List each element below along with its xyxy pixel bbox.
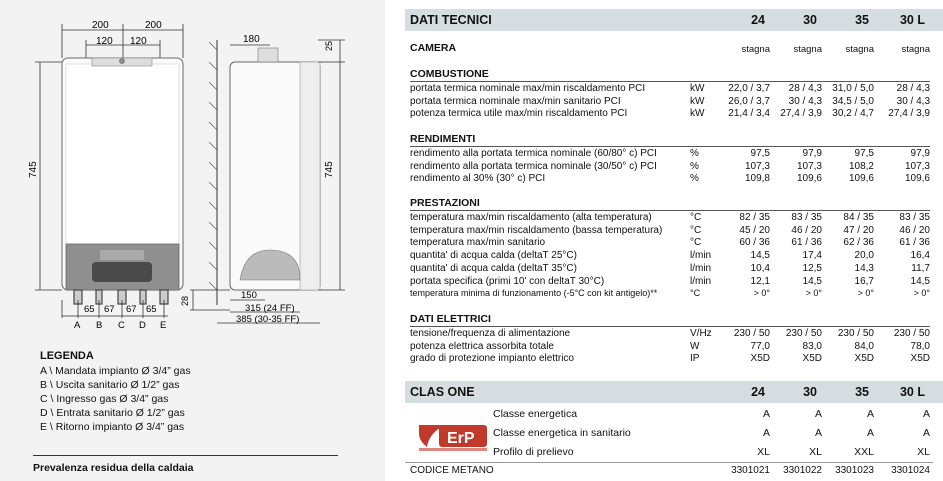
spec-row-label: quantita' di acqua calda (deltaT 25°C) — [410, 250, 577, 262]
spec-row-unit: l/min — [690, 262, 712, 274]
spec-row-value: 78,0 — [910, 340, 930, 352]
dim-bottom-1: 65 — [84, 304, 95, 315]
spec-row-value: > 0° — [913, 288, 930, 299]
section-title: DATI ELETTRICI — [410, 313, 491, 325]
spec-row-value: 12,5 — [802, 262, 822, 274]
codice-value: 3301023 — [835, 465, 874, 476]
camera-value: stagna — [741, 44, 770, 55]
clas-row-value: XL — [917, 446, 930, 458]
spec-row-value: 28 / 4,3 — [788, 83, 822, 94]
clas-row-value: A — [866, 408, 874, 420]
spec-row-value: > 0° — [805, 288, 822, 299]
legend-title: LEGENDA — [40, 350, 94, 362]
spec-row-unit: °C — [690, 224, 702, 236]
technical-table — [405, 0, 943, 481]
spec-row — [410, 96, 930, 109]
spec-row-label: temperatura minima di funzionamento (-5°C con kit antigelo)** — [410, 288, 658, 299]
spec-row-value: 20,0 — [854, 250, 874, 262]
pipe-letter-d: D — [139, 320, 146, 331]
legend-item: D \ Entrata sanitario Ø 1/2” gas — [40, 407, 185, 419]
spec-row — [410, 237, 930, 250]
spec-row — [410, 328, 930, 341]
spec-row-value: 45 / 20 — [739, 224, 770, 236]
spec-row-label: potenza termica utile max/min riscaldamento PCI — [410, 108, 628, 120]
spec-row-value: X5D — [910, 353, 930, 365]
spec-row-value: 28 / 4,3 — [896, 83, 930, 94]
spec-row-value: 83 / 35 — [791, 212, 822, 223]
spec-row-label: potenza elettrica assorbita totale — [410, 340, 554, 352]
dim-front-inner-right: 120 — [130, 36, 147, 47]
dim-front-width-right: 200 — [145, 20, 162, 31]
spec-row — [410, 173, 930, 186]
section-title: COMBUSTIONE — [410, 68, 489, 80]
spec-row-value: 14,5 — [750, 250, 770, 262]
clas-row-label: Classe energetica in sanitario — [493, 427, 631, 439]
spec-row-unit: % — [690, 160, 699, 172]
spec-row-value: 30,2 / 4,7 — [832, 108, 874, 120]
clas-row-value: A — [922, 408, 930, 420]
section-title: PRESTAZIONI — [410, 197, 480, 209]
front-view — [28, 20, 183, 331]
spec-row-value: 83 / 35 — [899, 212, 930, 223]
spec-row-value: 84 / 35 — [843, 212, 874, 223]
spec-row-label: rendimento alla portata termica nominale (30/50° c) PCI — [410, 160, 657, 172]
clas-row-value: A — [866, 427, 874, 439]
spec-row-unit: l/min — [690, 250, 712, 262]
spec-row-value: 97,5 — [750, 148, 770, 159]
clas-row — [410, 427, 930, 440]
pipe-letter-e: E — [160, 320, 167, 331]
clas-row-value: A — [762, 408, 770, 420]
spec-row — [410, 108, 930, 121]
spec-row-value: 31,0 / 5,0 — [832, 83, 874, 94]
table-header — [405, 9, 943, 31]
spec-row-value: 109,6 — [904, 173, 930, 185]
footer-divider — [33, 455, 338, 456]
spec-row — [410, 276, 930, 289]
dim-side-top: 180 — [243, 34, 260, 45]
spec-row-value: 47 / 20 — [843, 224, 874, 236]
spec-row-value: > 0° — [857, 288, 874, 299]
legend — [40, 349, 191, 434]
codice-divider — [405, 462, 933, 463]
spec-row-unit: kW — [690, 95, 705, 107]
spec-row-label: temperatura max/min sanitario — [410, 237, 546, 249]
section-title: RENDIMENTI — [410, 133, 476, 145]
clas-header-col: 30 L — [899, 385, 925, 399]
clas-row-value: A — [814, 408, 822, 420]
spec-row-label: tensione/frequenza di alimentazione — [410, 328, 571, 339]
spec-row-label: portata termica nominale max/min riscaldamento PCI — [410, 83, 646, 94]
spec-row-value: 97,9 — [910, 148, 930, 159]
codice-row — [410, 465, 930, 478]
clas-header — [405, 381, 943, 403]
spec-row-label: temperatura max/min riscaldamento (alta temperatura) — [410, 212, 652, 223]
clas-row-value: A — [762, 427, 770, 439]
spec-row-value: 30 / 4,3 — [788, 95, 822, 107]
dim-bottom-2: 67 — [104, 304, 115, 315]
spec-row-label: portata specifica (primi 10' con deltaT 30°C) — [410, 275, 605, 287]
side-view — [180, 34, 345, 325]
spec-row-label: rendimento alla portata termica nominale (60/80° c) PCI — [410, 148, 657, 159]
spec-row-value: 17,4 — [802, 250, 822, 262]
clas-row — [410, 408, 930, 421]
spec-row-value: 46 / 20 — [791, 224, 822, 236]
spec-row-value: 27,4 / 3,9 — [780, 108, 822, 120]
spec-row-value: 12,1 — [750, 275, 770, 287]
spec-row-value: 46 / 20 — [899, 224, 930, 236]
spec-row-value: 109,6 — [848, 173, 874, 185]
spec-row-value: 62 / 36 — [843, 237, 874, 249]
spec-row-value: 11,7 — [911, 262, 930, 274]
table-header-col: 35 — [855, 13, 869, 27]
spec-row-value: 22,0 / 3,7 — [728, 83, 770, 94]
spec-row-value: 77,0 — [750, 340, 770, 352]
clas-row-value: XL — [809, 446, 822, 458]
clas-row-label: Classe energetica — [493, 408, 578, 420]
spec-row-value: 109,8 — [744, 173, 770, 185]
table-header-col: 24 — [751, 13, 765, 27]
spec-row-value: X5D — [750, 353, 770, 365]
dim-side-bottom: 28 — [180, 295, 190, 306]
pipe-letter-c: C — [118, 320, 125, 331]
spec-row-unit: °C — [690, 212, 702, 223]
spec-row-value: 61 / 36 — [899, 237, 930, 249]
spec-row-unit: °C — [690, 237, 702, 249]
spec-row-value: 82 / 35 — [739, 212, 770, 223]
spec-row-value: 21,4 / 3,4 — [728, 108, 770, 120]
spec-row-unit: IP — [690, 353, 700, 365]
spec-row-value: 84,0 — [854, 340, 874, 352]
spec-row — [410, 263, 930, 276]
spec-row-value: 109,6 — [796, 173, 822, 185]
dim-depth-30-35: 385 (30-35 FF) — [236, 314, 300, 325]
spec-row-unit: % — [690, 173, 699, 185]
legend-item: B \ Uscita sanitario Ø 1/2” gas — [40, 379, 180, 391]
spec-row-value: 16,7 — [854, 275, 874, 287]
spec-row-value: 83,0 — [802, 340, 822, 352]
spec-row-unit: % — [690, 148, 699, 159]
spec-row-value: 34,5 / 5,0 — [832, 95, 874, 107]
clas-header-col: 35 — [855, 385, 869, 399]
dim-depth-24: 315 (24 FF) — [245, 303, 295, 314]
spec-row-unit: kW — [690, 83, 705, 94]
spec-row-value: 14,5 — [802, 275, 822, 287]
spec-row-unit: °C — [690, 288, 701, 299]
erp-logo-text: ErP — [447, 430, 475, 447]
dim-bottom-3: 67 — [126, 304, 137, 315]
spec-row-value: 97,5 — [854, 148, 874, 159]
clas-header-title: CLAS ONE — [410, 385, 475, 399]
codice-value: 3301022 — [783, 465, 822, 476]
spec-row-value: 26,0 / 3,7 — [728, 95, 770, 107]
clas-header-col: 24 — [751, 385, 765, 399]
spec-row-value: 16,4 — [910, 250, 930, 262]
clas-row-value: XL — [757, 446, 770, 458]
spec-row-value: 230 / 50 — [785, 328, 822, 339]
dim-side-bottom-width: 150 — [241, 290, 257, 301]
spec-row-value: 27,4 / 3,9 — [888, 108, 930, 120]
spec-row — [410, 83, 930, 96]
spec-row-value: 107,3 — [744, 160, 770, 172]
dim-front-inner-left: 120 — [96, 36, 113, 47]
spec-row-value: 60 / 36 — [739, 237, 770, 249]
clas-row — [410, 446, 930, 459]
spec-row-value: 97,9 — [802, 148, 822, 159]
clas-row-value: A — [922, 427, 930, 439]
spec-row — [410, 353, 930, 366]
spec-row-value: 230 / 50 — [837, 328, 874, 339]
spec-row-label: quantita' di acqua calda (deltaT 35°C) — [410, 262, 577, 274]
spec-row-value: 107,3 — [796, 160, 822, 172]
camera-value: stagna — [901, 44, 930, 55]
dim-side-top-gap: 25 — [324, 40, 334, 51]
spec-row-value: 14,5 — [910, 275, 930, 287]
codice-value: 3301024 — [891, 465, 930, 476]
dim-bottom-4: 65 — [146, 304, 157, 315]
spec-row-unit: V/Hz — [690, 328, 712, 339]
spec-row-value: 230 / 50 — [893, 328, 930, 339]
spec-row-value: 108,2 — [848, 160, 874, 172]
camera-row — [410, 42, 930, 56]
camera-label: CAMERA — [410, 42, 457, 54]
camera-value: stagna — [793, 44, 822, 55]
dim-side-height: 745 — [324, 161, 335, 178]
spec-row-value: 14,3 — [854, 262, 874, 274]
spec-row-unit: kW — [690, 108, 705, 120]
spec-row-unit: l/min — [690, 275, 712, 287]
spec-row-label: portata termica nominale max/min sanitario PCI — [410, 95, 621, 107]
table-header-title: DATI TECNICI — [410, 13, 492, 27]
pipe-letter-b: B — [96, 320, 103, 331]
spec-row-value: X5D — [802, 353, 822, 365]
clas-row-label: Profilo di prelievo — [493, 446, 574, 458]
clas-row-value: XXL — [854, 446, 874, 458]
spec-row-value: X5D — [854, 353, 874, 365]
clas-header-col: 30 — [803, 385, 817, 399]
drawing-panel — [0, 0, 385, 481]
spec-row — [410, 148, 930, 161]
spec-row-value: > 0° — [753, 288, 770, 299]
spec-row-value: 10,4 — [750, 262, 770, 274]
legend-item: A \ Mandata impianto Ø 3/4” gas — [40, 365, 191, 377]
spec-row — [410, 250, 930, 263]
legend-item: C \ Ingresso gas Ø 3/4” gas — [40, 393, 169, 405]
footer-caption: Prevalenza residua della caldaia — [33, 462, 194, 474]
legend-item: E \ Ritorno impianto Ø 3/4” gas — [40, 421, 185, 433]
spec-row — [410, 288, 930, 301]
spec-row-value: 230 / 50 — [733, 328, 770, 339]
codice-label: CODICE METANO — [410, 465, 494, 476]
spec-row-value: 107,3 — [904, 160, 930, 172]
spec-row-label: grado di protezione impianto elettrico — [410, 353, 574, 365]
boiler-drawing — [0, 0, 385, 345]
table-header-col: 30 L — [899, 13, 925, 27]
spec-row — [410, 212, 930, 225]
codice-value: 3301021 — [731, 465, 770, 476]
spec-row — [410, 341, 930, 354]
clas-row-value: A — [814, 427, 822, 439]
dim-front-width-left: 200 — [92, 20, 109, 31]
dim-front-height: 745 — [28, 161, 39, 178]
spec-row — [410, 161, 930, 174]
pipe-letter-a: A — [74, 320, 81, 331]
spec-row — [410, 225, 930, 238]
spec-row-value: 30 / 4,3 — [896, 95, 930, 107]
spec-row-label: rendimento al 30% (30° c) PCI — [410, 173, 546, 185]
spec-row-unit: W — [690, 340, 700, 352]
camera-value: stagna — [845, 44, 874, 55]
table-header-col: 30 — [803, 13, 817, 27]
spec-row-value: 61 / 36 — [791, 237, 822, 249]
spec-row-label: temperatura max/min riscaldamento (bassa temperatura) — [410, 224, 663, 236]
